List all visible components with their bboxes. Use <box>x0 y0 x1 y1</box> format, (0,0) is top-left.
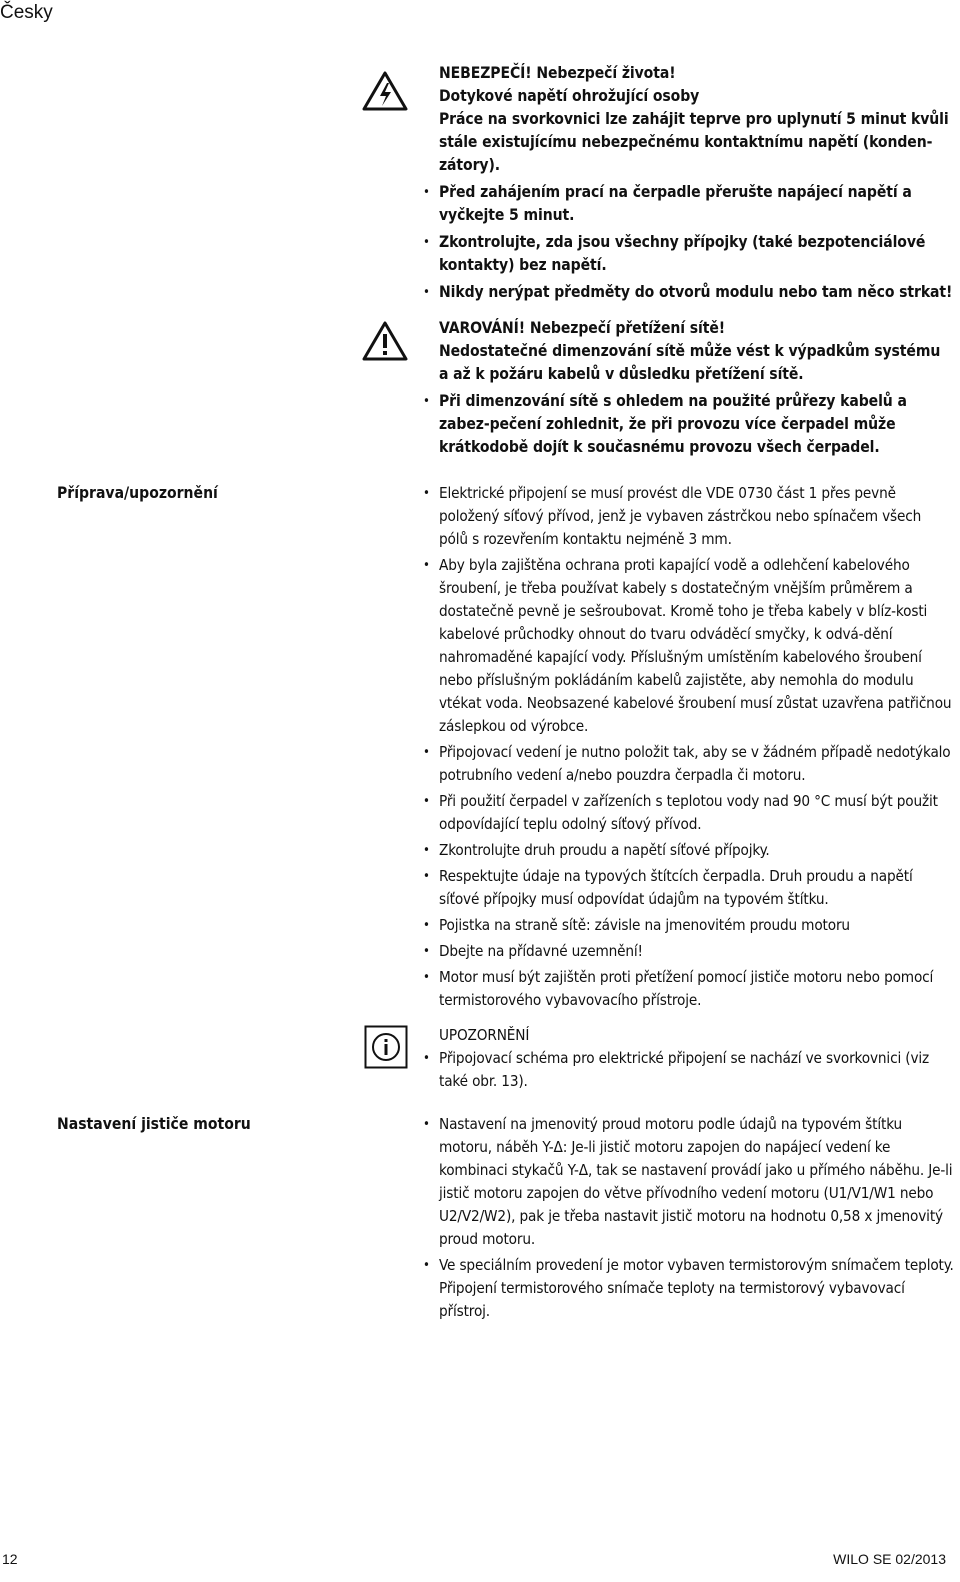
list-item: • Respektujte údaje na typových štítcích čerpadla. Druh proudu a napětí síťové přípojky musí odpovídat údajům na typovém štítku. <box>439 865 954 911</box>
list-item: • Zkontrolujte druh proudu a napětí síťové přípojky. <box>439 839 954 862</box>
list-item: • Dbejte na přídavné uzemnění! <box>439 940 954 963</box>
section-label-preparation: Příprava/upozornění <box>57 484 218 502</box>
info-icon <box>364 1025 408 1073</box>
section-label-motor: Nastavení jističe motoru <box>57 1115 251 1133</box>
danger-list <box>439 181 954 304</box>
list-item: • Při použití čerpadel v zařízeních s teplotou vody nad 90 °C musí být použit odpovídající teplu odolný síťový přívod. <box>439 790 954 836</box>
warning-title: VAROVÁNÍ! Nebezpečí přetížení sítě! <box>439 319 726 337</box>
motor-list <box>439 1113 954 1323</box>
list-item: • Nikdy nerýpat předměty do otvorů modulu nebo tam něco strkat! <box>439 281 954 304</box>
footer-brand: WILO SE 02/2013 <box>833 1551 946 1567</box>
warning-triangle-icon <box>361 320 409 366</box>
list-item: • Aby byla zajištěna ochrana proti kapající vodě a odlehčení kabelového šroubení, je třeba používat kabely s dostatečným vnějším průměrem a dostatečně pevně je sešroubovat. Kromě toho je třeba kabely v blíz-kosti kabelové průchodky ohnout do tvaru odváděcí smyčky, k odvá-dění nahromaděné kapající vody. Příslušným umístěním kabelového šroubení nebo příslušným pokládáním kabelů zajistěte, aby nemohla do modulu vtékat voda. Neobsazené kabelové šroubení musí zůstat uzavřena patřičnou záslepkou od výrobce. <box>439 554 954 738</box>
page-number: 12 <box>2 1551 18 1567</box>
electrical-hazard-icon <box>361 70 409 116</box>
notice-title: UPOZORNĚNÍ <box>439 1026 530 1044</box>
list-item: • Elektrické připojení se musí provést dle VDE 0730 část 1 přes pevně položený síťový přívod, jenž je vybaven zástrčkou nebo spínačem všech pólů s rozevřením kontaktu nejméně 3 mm. <box>439 482 954 551</box>
list-item: • Zkontrolujte, zda jsou všechny přípojky (také bezpotenciálové kontakty) bez napětí. <box>439 231 954 277</box>
warning-line: Nedostatečné dimenzování sítě může vést k výpadkům systému a až k požáru kabelů v důsledku přetížení sítě. <box>439 342 941 383</box>
motor-block <box>439 1113 954 1326</box>
notice-block <box>439 1024 954 1096</box>
preparation-block <box>439 482 954 1015</box>
list-item: • Motor musí být zajištěn proti přetížení pomocí jističe motoru nebo pomocí termistorového vybavovacího přístroje. <box>439 966 954 1012</box>
danger-title: NEBEZPEČÍ! Nebezpečí života! <box>439 64 676 82</box>
notice-list <box>439 1047 954 1093</box>
warning-list <box>439 390 954 459</box>
warning-block <box>439 317 954 463</box>
danger-line: Dotykové napětí ohrožující osoby <box>439 87 700 105</box>
list-item: • Nastavení na jmenovitý proud motoru podle údajů na typovém štítku motoru, náběh Y-Δ: Je-li jistič motoru zapojen do napájecí vedení ke kombinaci stykačů Y-Δ, tak se nastavení provádí jako u přímého náběhu. Je-li jistič motoru zapojen do větve přívodního vedení motoru (U1/V1/W1 nebo U2/V2/W2), pak je třeba nastavit jistič motoru na hodnotu 0,58 x jmenovitý proud motoru. <box>439 1113 954 1251</box>
list-item: • Připojovací schéma pro elektrické připojení se nachází ve svorkovnici (viz také obr. 13). <box>439 1047 954 1093</box>
list-item: • Při dimenzování sítě s ohledem na použité průřezy kabelů a zabez-pečení zohlednit, že při provozu více čerpadel může krátkodobě dojít k současnému provozu všech čerpadel. <box>439 390 954 459</box>
list-item: • Před zahájením prací na čerpadle přerušte napájecí napětí a vyčkejte 5 minut. <box>439 181 954 227</box>
list-item: • Pojistka na straně sítě: závisle na jmenovitém proudu motoru <box>439 914 954 937</box>
language-label: Česky <box>0 2 53 23</box>
list-item: • Ve speciálním provedení je motor vybaven termistorovým snímačem teploty. Připojení termistorového snímače teploty na termistorový vybavovací přístroj. <box>439 1254 954 1323</box>
danger-line: Práce na svorkovnici lze zahájit teprve pro uplynutí 5 minut kvůli stále existujícímu nebezpečnému kontaktnímu napětí (konden-zátory). <box>439 110 949 174</box>
list-item: • Připojovací vedení je nutno položit tak, aby se v žádném případě nedotýkalo potrubního vedení a/nebo pouzdra čerpadla či motoru. <box>439 741 954 787</box>
preparation-list <box>439 482 954 1012</box>
danger-block <box>439 62 954 308</box>
